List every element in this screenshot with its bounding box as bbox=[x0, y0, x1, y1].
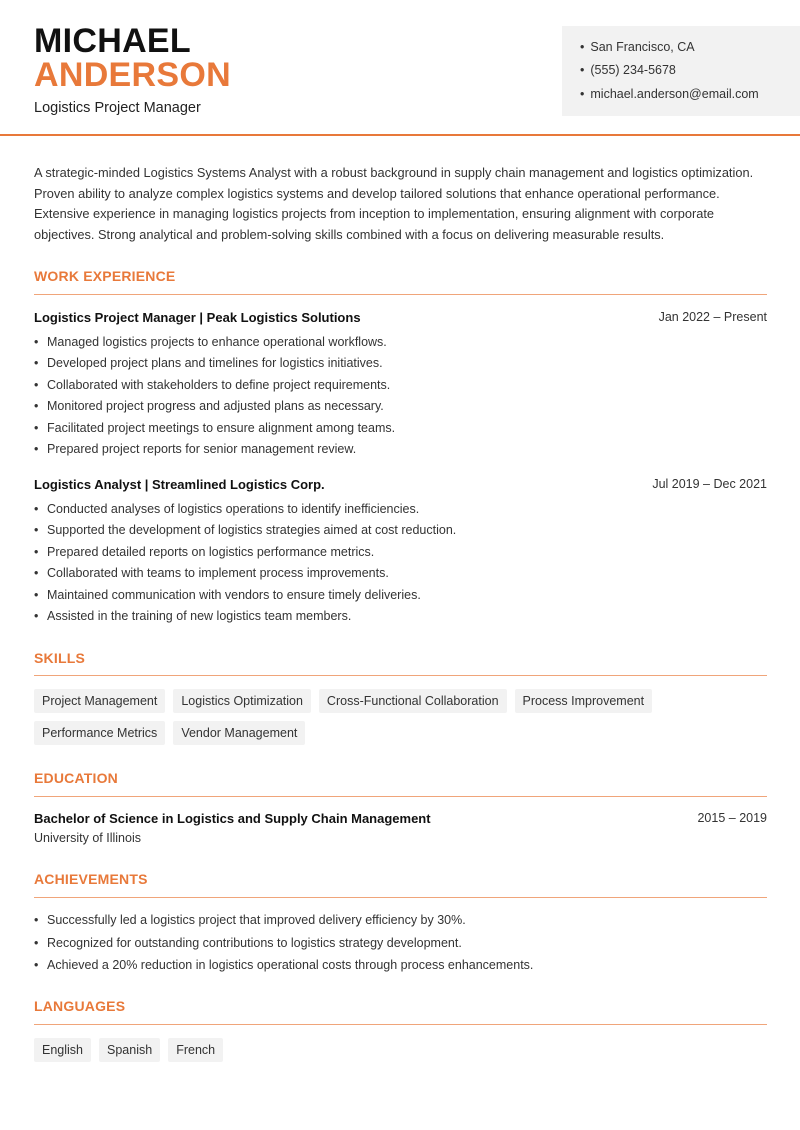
job-bullets bbox=[34, 499, 456, 627]
contact-box bbox=[562, 26, 800, 116]
skill-tag: Vendor Management bbox=[173, 721, 305, 745]
section-divider bbox=[34, 675, 767, 676]
list-item: • Successfully led a logistics project that improved delivery efficiency by 30%. bbox=[34, 909, 533, 932]
list-item: • Prepared detailed reports on logistics performance metrics. bbox=[34, 542, 456, 563]
section-title-work: WORK EXPERIENCE bbox=[34, 268, 176, 284]
list-item: • Prepared project reports for senior management review. bbox=[34, 439, 395, 460]
section-divider bbox=[34, 1024, 767, 1025]
list-item: • Collaborated with teams to implement process improvements. bbox=[34, 563, 456, 584]
job-dates: Jul 2019 – Dec 2021 bbox=[652, 477, 767, 491]
skills-tags bbox=[34, 689, 774, 745]
contact-location: • San Francisco, CA bbox=[580, 40, 695, 54]
section-title-achievements: ACHIEVEMENTS bbox=[34, 871, 148, 887]
section-title-skills: SKILLS bbox=[34, 650, 85, 666]
skill-tag: Cross-Functional Collaboration bbox=[319, 689, 507, 713]
list-item: • Supported the development of logistics strategies aimed at cost reduction. bbox=[34, 520, 456, 541]
job-heading: Logistics Project Manager | Peak Logistics Solutions bbox=[34, 310, 361, 325]
section-title-education: EDUCATION bbox=[34, 770, 118, 786]
language-tag: French bbox=[168, 1038, 223, 1062]
section-divider bbox=[34, 294, 767, 295]
list-item: • Recognized for outstanding contributions to logistics strategy development. bbox=[34, 932, 533, 955]
language-tag: Spanish bbox=[99, 1038, 160, 1062]
contact-email: • michael.anderson@email.com bbox=[580, 87, 759, 101]
skill-tag: Process Improvement bbox=[515, 689, 653, 713]
list-item: • Achieved a 20% reduction in logistics operational costs through process enhancements. bbox=[34, 954, 533, 977]
first-name: MICHAEL bbox=[34, 22, 191, 60]
job-dates: Jan 2022 – Present bbox=[658, 310, 767, 324]
job-heading: Logistics Analyst | Streamlined Logistics Corp. bbox=[34, 477, 325, 492]
section-title-languages: LANGUAGES bbox=[34, 998, 126, 1014]
list-item: • Monitored project progress and adjusted plans as necessary. bbox=[34, 396, 395, 417]
list-item: • Assisted in the training of new logistics team members. bbox=[34, 606, 456, 627]
job-title: Logistics Project Manager bbox=[34, 100, 201, 116]
language-tags bbox=[34, 1038, 774, 1062]
list-item: • Developed project plans and timelines for logistics initiatives. bbox=[34, 353, 395, 374]
education-dates: 2015 – 2019 bbox=[697, 811, 767, 825]
skill-tag: Logistics Optimization bbox=[173, 689, 311, 713]
section-divider bbox=[34, 796, 767, 797]
education-degree: Bachelor of Science in Logistics and Supply Chain Management bbox=[34, 811, 431, 826]
list-item: • Conducted analyses of logistics operations to identify inefficiencies. bbox=[34, 499, 456, 520]
contact-phone: • (555) 234-5678 bbox=[580, 63, 676, 77]
resume-header bbox=[0, 0, 800, 136]
list-item: • Collaborated with stakeholders to define project requirements. bbox=[34, 375, 395, 396]
education-school: University of Illinois bbox=[34, 831, 141, 845]
skill-tag: Performance Metrics bbox=[34, 721, 165, 745]
summary-text: A strategic-minded Logistics Systems Analyst with a robust background in supply chain management and logistics optimization. Proven ability to analyze complex logistics systems and develop tailored solutions that enhance operational performance. Extensive experience in managing logistics projects from inception to implementation, ensuring alignment with corporate objectives. Strong analytical and problem-solving skills combined with a focus on delivering measurable results. bbox=[34, 165, 754, 243]
list-item: • Maintained communication with vendors to ensure timely deliveries. bbox=[34, 585, 456, 606]
list-item: • Managed logistics projects to enhance operational workflows. bbox=[34, 332, 395, 353]
list-item: • Facilitated project meetings to ensure alignment among teams. bbox=[34, 418, 395, 439]
skill-tag: Project Management bbox=[34, 689, 165, 713]
job-bullets bbox=[34, 332, 395, 460]
last-name: ANDERSON bbox=[34, 56, 231, 94]
language-tag: English bbox=[34, 1038, 91, 1062]
section-divider bbox=[34, 897, 767, 898]
achievement-bullets bbox=[34, 909, 533, 977]
